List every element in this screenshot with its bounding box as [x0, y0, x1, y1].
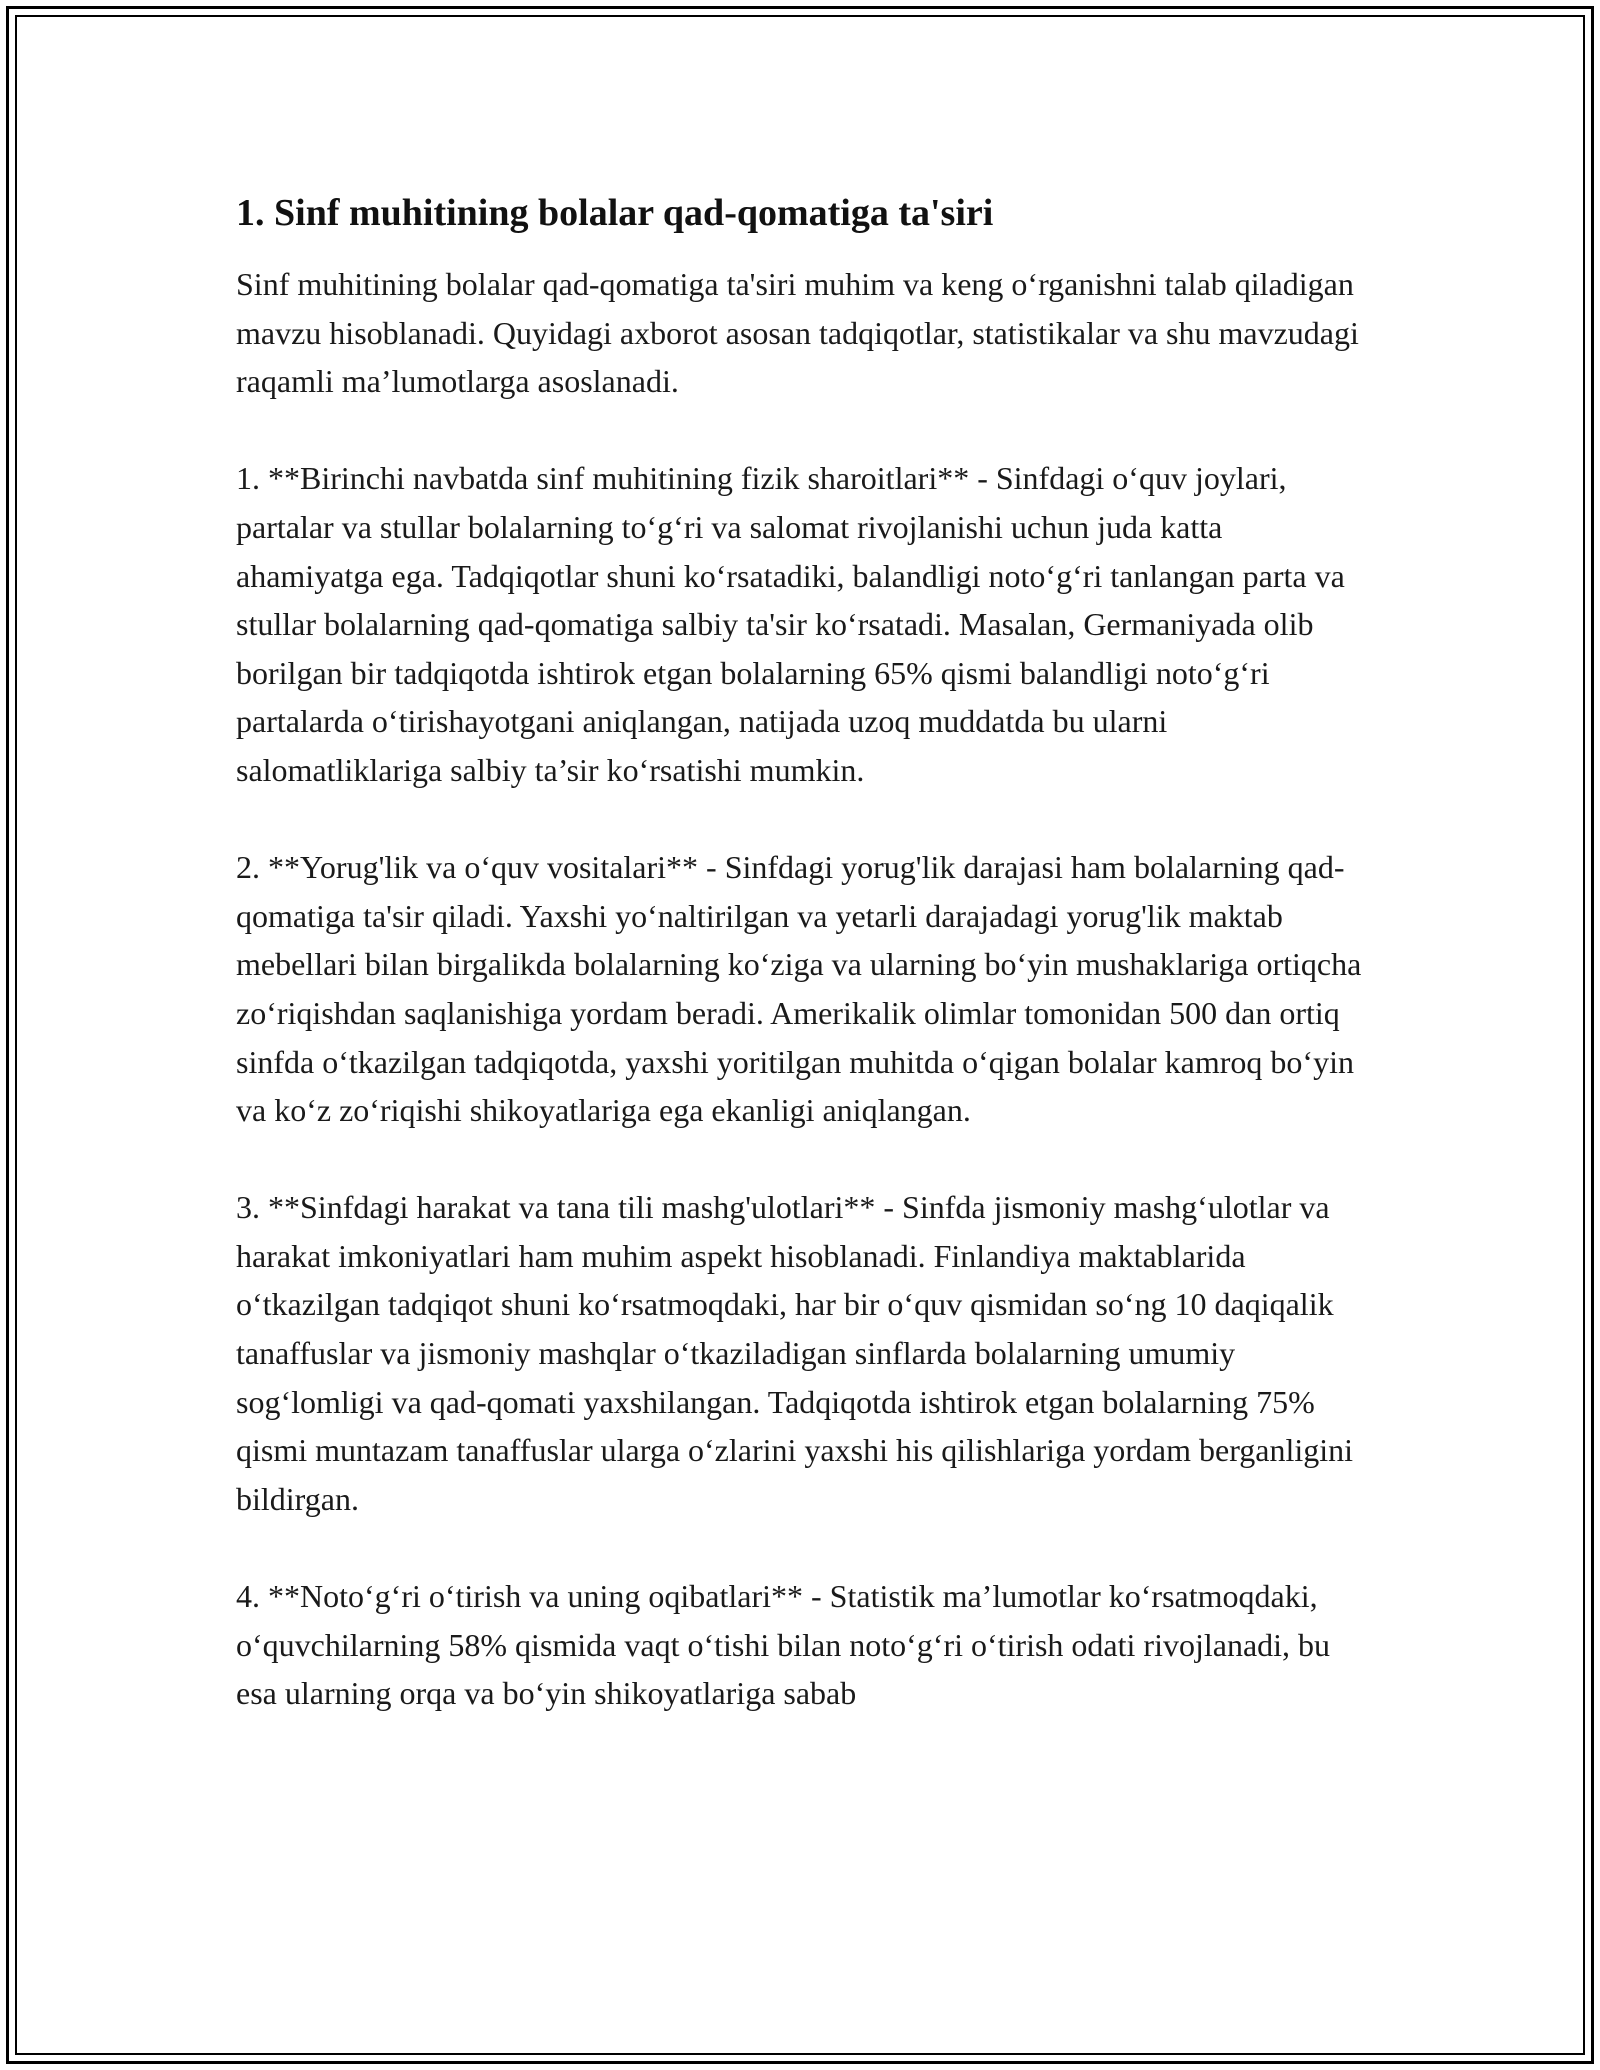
paragraph-2: 2. **Yorug'lik va o‘quv vositalari** - Sinfdagi yorug'lik darajasi ham bolalarning qad-qomatiga ta'sir qiladi. Yaxshi yo‘naltirilgan va yetarli darajadagi yorug'lik maktab mebellari bilan birgalikda bolalarning ko‘ziga va ularning bo‘yin mushaklariga ortiqcha zo‘riqishdan saqlanishiga yordam beradi. Amerikalik olimlar tomonidan 500 dan ortiq sinfda o‘tkazilgan tadqiqotda, yaxshi yoritilgan muhitda o‘qigan bolalar kamroq bo‘yin va ko‘z zo‘riqishi shikoyatlariga ega ekanligi aniqlangan.: [236, 849, 1362, 1129]
paragraph-1: 1. **Birinchi navbatda sinf muhitining fizik sharoitlari** - Sinfdagi o‘quv joylari, partalar va stullar bolalarning to‘g‘ri va salomat rivojlanishi uchun juda katta ahamiyatga ega. Tadqiqotlar shuni ko‘rsatadiki, balandligi noto‘g‘ri tanlangan parta va stullar bolalarning qad-qomatiga salbiy ta'sir ko‘rsatadi. Masalan, Germaniyada olib borilgan bir tadqiqotda ishtirok etgan bolalarning 65% qismi balandligi noto‘g‘ri partalarda o‘tirishayotgani aniqlangan, natijada uzoq muddatda bu ularni salomatliklariga salbiy ta’sir ko‘rsatishi mumkin.: [236, 460, 1345, 788]
paragraph-4: 4. **Noto‘g‘ri o‘tirish va uning oqibatlari** - Statistik ma’lumotlar ko‘rsatmoqdaki, o‘quvchilarning 58% qismida vaqt o‘tishi bilan noto‘g‘ri o‘tirish odati rivojlanadi, bu esa ularning orqa va bo‘yin shikoyatlariga sabab: [236, 1578, 1331, 1712]
document-title: 1. Sinf muhitining bolalar qad-qomatiga ta'siri: [236, 192, 994, 234]
paragraph-3: 3. **Sinfdagi harakat va tana tili mashg'ulotlari** - Sinfda jismoniy mashg‘ulotlar va harakat imkoniyatlari ham muhim aspekt hisoblanadi. Finlandiya maktablarida o‘tkazilgan tadqiqot shuni ko‘rsatmoqdaki, har bir o‘quv qismidan so‘ng 10 daqiqalik tanaffuslar va jismoniy mashqlar o‘tkaziladigan sinflarda bolalarning umumiy sog‘lomligi va qad-qomati yaxshilangan. Tadqiqotda ishtirok etgan bolalarning 75% qismi muntazam tanaffuslar ularga o‘zlarini yaxshi his qilishlariga yordam berganligini bildirgan.: [236, 1189, 1354, 1517]
document-body: [236, 188, 1376, 1766]
paragraph-intro: Sinf muhitining bolalar qad-qomatiga ta'siri muhim va keng o‘rganishni talab qiladigan mavzu hisoblanadi. Quyidagi axborot asosan tadqiqotlar, statistikalar va shu mavzudagi raqamli ma’lumotlarga asoslanadi.: [236, 266, 1359, 400]
